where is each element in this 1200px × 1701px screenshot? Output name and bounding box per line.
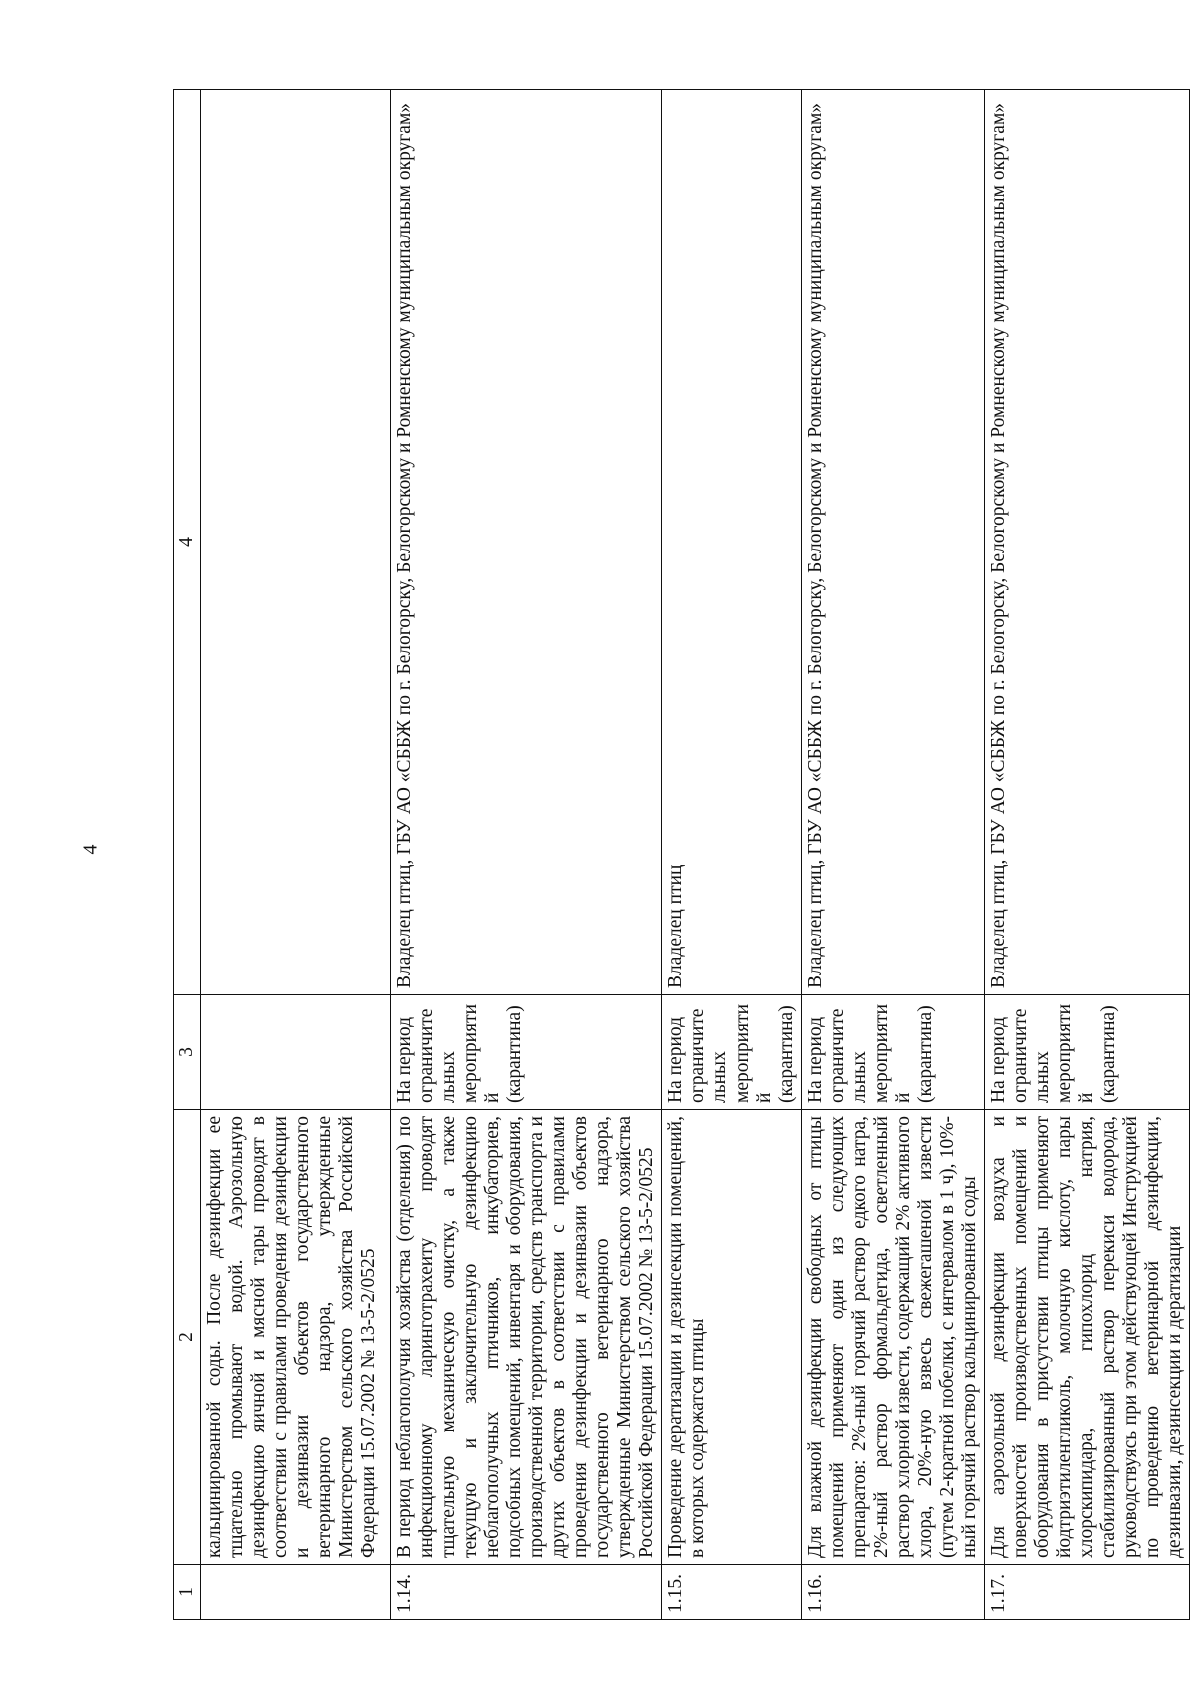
row-owner: Владелец птиц, ГБУ АО «СББЖ по г. Белогорску, Белогорскому и Ромненскому муниципальным округам» (391, 90, 662, 995)
table-row (662, 90, 801, 1620)
header-col-4: 4 (174, 90, 201, 995)
table-row (391, 90, 662, 1620)
header-col-3: 3 (174, 995, 201, 1110)
row-measure: Для влажной дезинфекции свободных от птицы помещений применяют один из следующих препаратов: 2%-ный горячий раствор едкого натра, 2%-ный раствор формальдегида, осветленный раствор хлорной извести, содержащий 2% активного хлора, 20%-ную взвесь свежегашеной извести (путем 2-кратной побелки, с интервалом в 1 ч), 10%-ный горячий раствор кальцинированной соды (801, 1110, 984, 1565)
row-measure: Проведение дератизации и дезинсекции помещений, в которых содержатся птицы (662, 1110, 801, 1565)
row-owner (201, 90, 391, 995)
row-measure: кальцинированной соды. После дезинфекции ее тщательно промывают водой. Аэрозольную дезинфекцию яичной и мясной тары проводят в соответствии с правилами проведения дезинфекции и дезинвазии объектов государственного ветеринарного надзора, утвержденные Министерством сельского хозяйства Российской Федерации 15.07.2002 № 13-5-2/0525 (201, 1110, 391, 1565)
row-owner: Владелец птиц, ГБУ АО «СББЖ по г. Белогорску, Белогорскому и Ромненскому муниципальным округам» (984, 90, 1189, 995)
measures-table (173, 89, 1190, 1620)
row-owner: Владелец птиц, ГБУ АО «СББЖ по г. Белогорску, Белогорскому и Ромненскому муниципальным округам» (801, 90, 984, 995)
row-number: 1.14. (391, 1565, 662, 1620)
row-owner: Владелец птиц (662, 90, 801, 995)
row-period: На период ограничительных мероприятий (карантина) (662, 995, 801, 1110)
row-period: На период ограничительных мероприятий (карантина) (984, 995, 1189, 1110)
row-measure: В период неблагополучия хозяйства (отделения) по инфекционному ларинготрахеиту проводят тщательную механическую очистку, а также текущую и заключительную дезинфекцию неблагополучных птичников, инкубаториев, подсобных помещений, инвентаря и оборудования, производственной территории, средств транспорта и других объектов в соответствии с правилами проведения дезинфекции и дезинвазии объектов государственного ветеринарного надзора, утвержденные Министерством сельского хозяйства Российской Федерации 15.07.2002 № 13-5-2/0525 (391, 1110, 662, 1565)
rotated-table-container (173, 90, 1186, 1620)
row-number: 1.15. (662, 1565, 801, 1620)
row-number: 1.16. (801, 1565, 984, 1620)
table-row (801, 90, 984, 1620)
table-row (201, 90, 391, 1620)
header-col-2: 2 (174, 1110, 201, 1565)
row-number (201, 1565, 391, 1620)
row-period (201, 995, 391, 1110)
row-period: На период ограничительных мероприятий (карантина) (391, 995, 662, 1110)
page-number: 4 (79, 844, 102, 855)
table-row (984, 90, 1189, 1620)
row-measure: Для аэрозольной дезинфекции воздуха и поверхностей производственных помещений и оборудования в присутствии птицы применяют йодтриэтиленгликоль, молочную кислоту, пары хлорскипидара, гипохлорид натрия, стабилизированный раствор перекиси водорода, руководствуясь при этом действующей Инструкцией по проведению ветеринарной дезинфекции, дезинвазии, дезинсекции и дератизации (984, 1110, 1189, 1565)
table-header-row (174, 90, 201, 1620)
row-number: 1.17. (984, 1565, 1189, 1620)
row-period: На период ограничительных мероприятий (карантина) (801, 995, 984, 1110)
header-col-1: 1 (174, 1565, 201, 1620)
